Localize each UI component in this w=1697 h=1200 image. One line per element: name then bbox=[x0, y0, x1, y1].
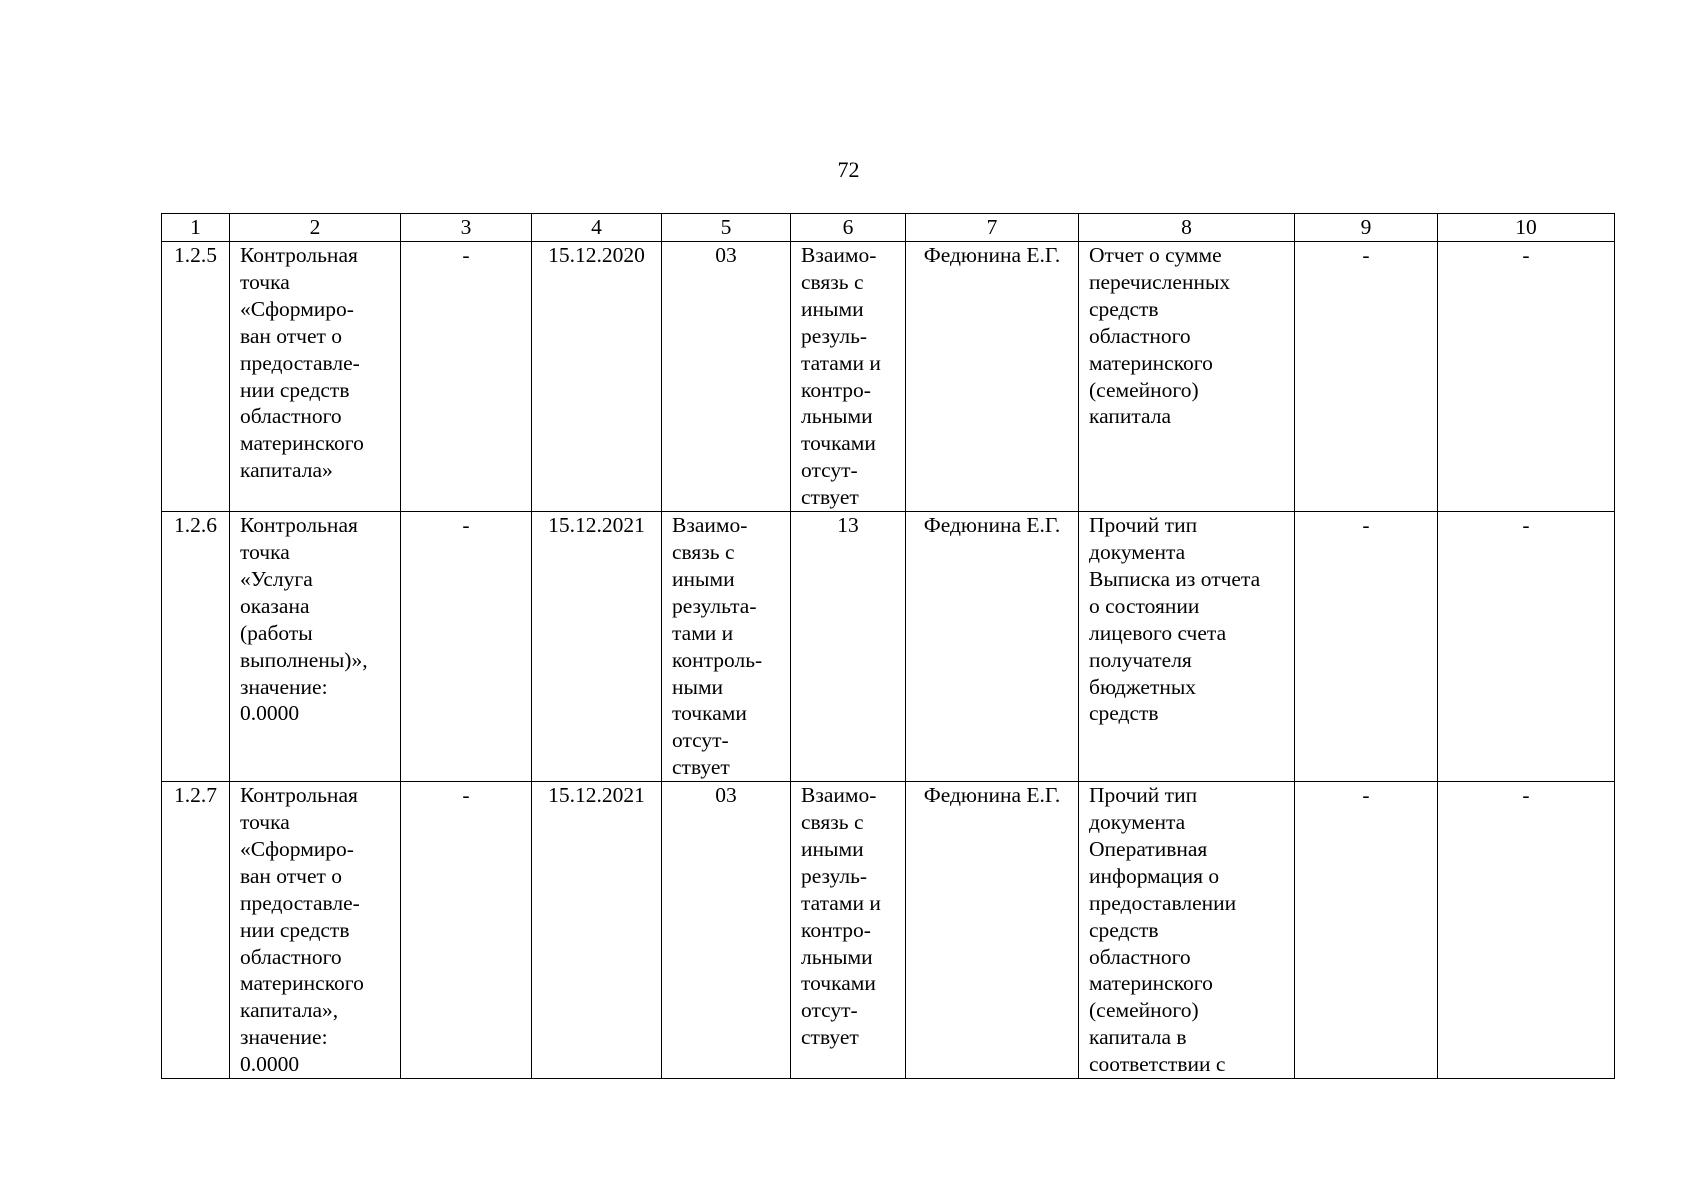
header-cell: 6 bbox=[791, 214, 906, 242]
row-col9: - bbox=[1295, 512, 1438, 782]
row-col3: - bbox=[401, 512, 532, 782]
row-col10: - bbox=[1438, 242, 1615, 512]
table-header-row bbox=[162, 214, 1615, 242]
header-cell: 2 bbox=[230, 214, 401, 242]
row-responsible: Федюнина Е.Г. bbox=[906, 782, 1079, 1079]
row-name: Контрольная точка «Сформиро- ван отчет о предоставле- нии средств областного материнского капитала» bbox=[230, 242, 401, 512]
table-row bbox=[162, 242, 1615, 512]
row-col5: 03 bbox=[662, 242, 791, 512]
row-date: 15.12.2021 bbox=[532, 512, 662, 782]
row-id: 1.2.6 bbox=[162, 512, 230, 782]
row-responsible: Федюнина Е.Г. bbox=[906, 242, 1079, 512]
row-col6: Взаимо- связь с иными резуль- татами и контро- льными точками отсут- ствует bbox=[791, 242, 906, 512]
row-date: 15.12.2021 bbox=[532, 782, 662, 1079]
row-col10: - bbox=[1438, 782, 1615, 1079]
header-cell: 9 bbox=[1295, 214, 1438, 242]
header-cell: 10 bbox=[1438, 214, 1615, 242]
header-cell: 4 bbox=[532, 214, 662, 242]
header-cell: 3 bbox=[401, 214, 532, 242]
row-col6: Взаимо- связь с иными резуль- татами и контро- льными точками отсут- ствует bbox=[791, 782, 906, 1079]
row-document: Прочий тип документа Оперативная информация о предоставлении средств областного материнского (семейного) капитала в соответствии с bbox=[1079, 782, 1295, 1079]
row-name: Контрольная точка «Сформиро- ван отчет о предоставле- нии средств областного материнского капитала», значение: 0.0000 bbox=[230, 782, 401, 1079]
page-number: 72 bbox=[837, 157, 860, 182]
row-col10: - bbox=[1438, 512, 1615, 782]
row-name: Контрольная точка «Услуга оказана (работы выполнены)», значение: 0.0000 bbox=[230, 512, 401, 782]
header-cell: 1 bbox=[162, 214, 230, 242]
row-document: Отчет о сумме перечисленных средств областного материнского (семейного) капитала bbox=[1079, 242, 1295, 512]
header-cell: 7 bbox=[906, 214, 1079, 242]
row-id: 1.2.5 bbox=[162, 242, 230, 512]
row-date: 15.12.2020 bbox=[532, 242, 662, 512]
row-col9: - bbox=[1295, 782, 1438, 1079]
header-cell: 5 bbox=[662, 214, 791, 242]
row-col3: - bbox=[401, 242, 532, 512]
table-row bbox=[162, 512, 1615, 782]
table-row bbox=[162, 782, 1615, 1079]
row-document: Прочий тип документа Выписка из отчета о состоянии лицевого счета получателя бюджетных средств bbox=[1079, 512, 1295, 782]
row-col9: - bbox=[1295, 242, 1438, 512]
row-col6: 13 bbox=[791, 512, 906, 782]
row-responsible: Федюнина Е.Г. bbox=[906, 512, 1079, 782]
header-cell: 8 bbox=[1079, 214, 1295, 242]
row-id: 1.2.7 bbox=[162, 782, 230, 1079]
plan-table bbox=[161, 213, 1615, 1079]
row-col5: 03 bbox=[662, 782, 791, 1079]
row-col5: Взаимо- связь с иными результа- тами и контроль- ными точками отсут- ствует bbox=[662, 512, 791, 782]
row-col3: - bbox=[401, 782, 532, 1079]
